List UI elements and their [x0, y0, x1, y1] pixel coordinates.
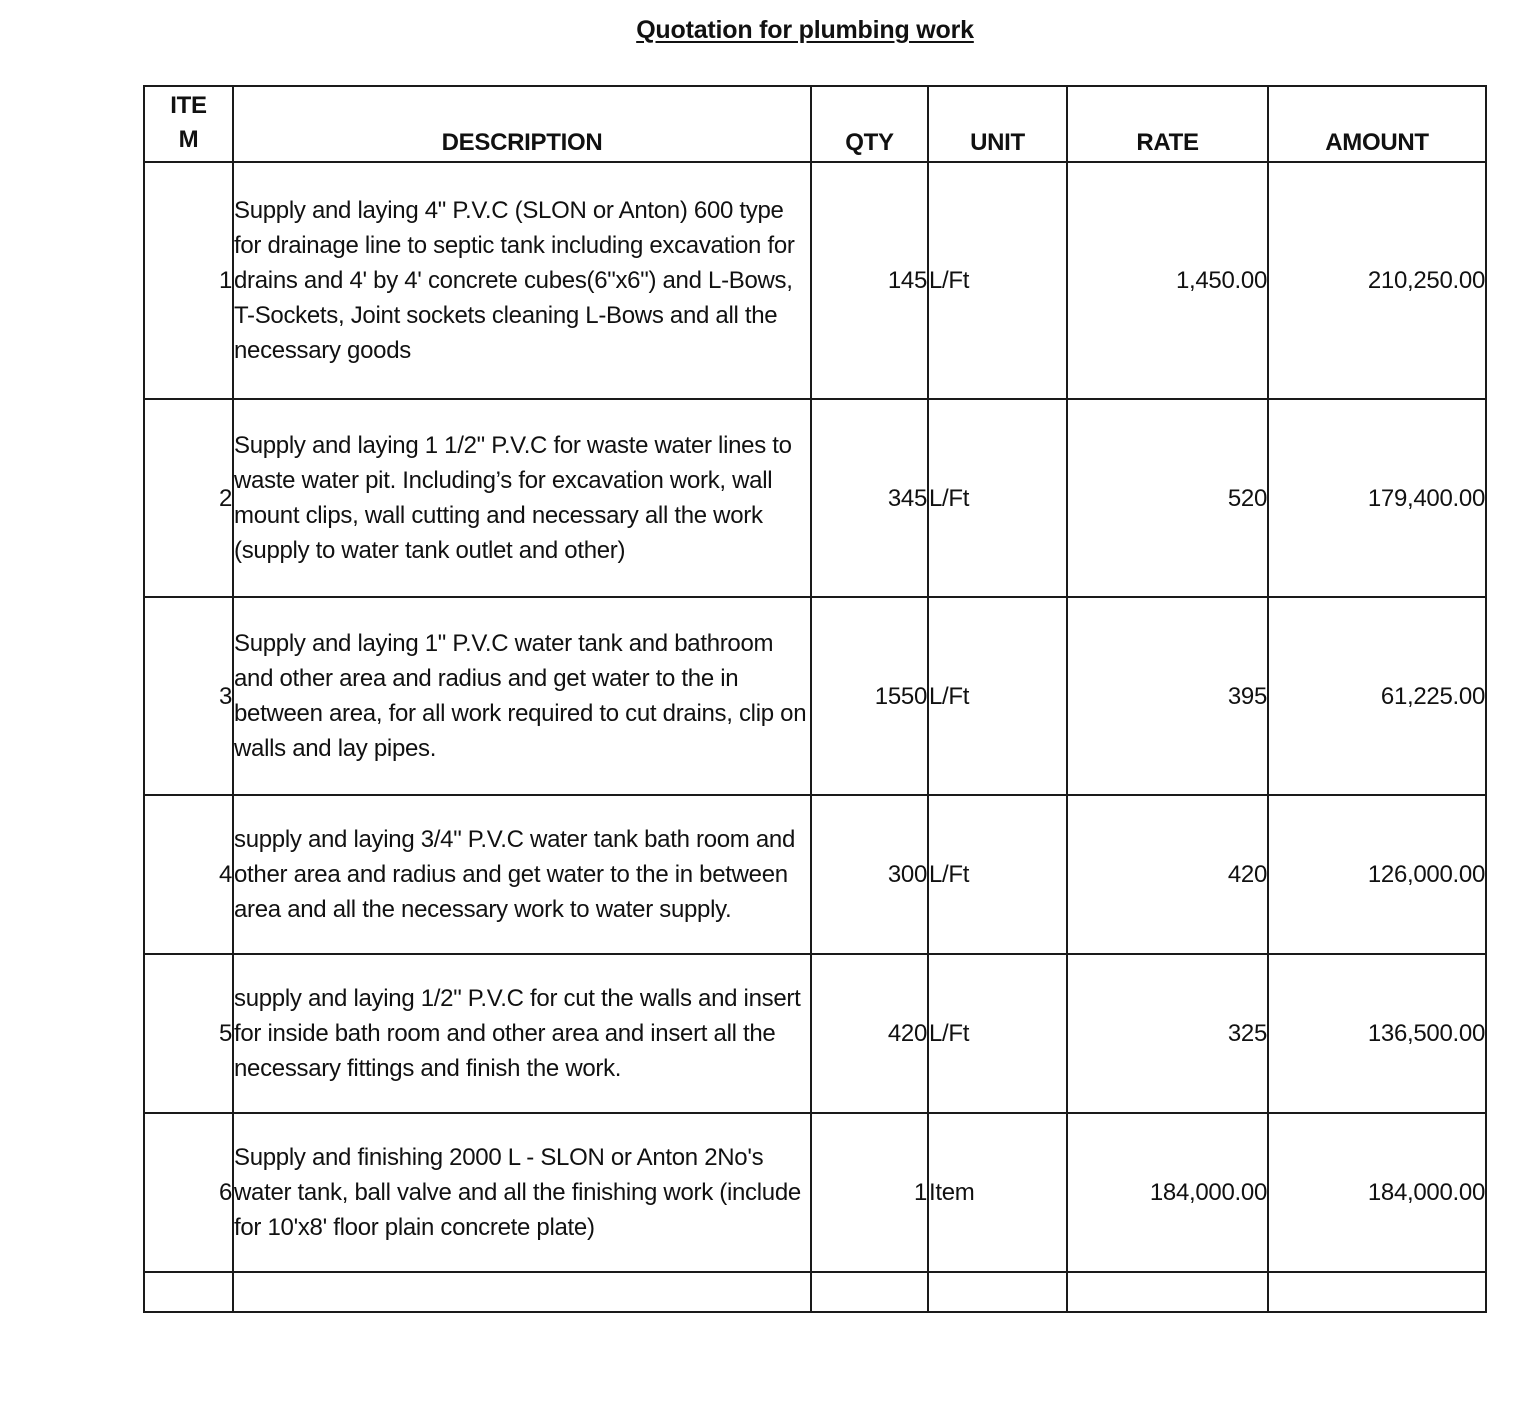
- item-description: Supply and laying 1 1/2" P.V.C for waste water lines to waste water pit. Including’s for excavation work, wall mount clips, wall cutting and necessary all the work (supply to water tank outlet and other): [233, 399, 811, 597]
- table-row: [144, 1113, 1486, 1272]
- item-amount: 179,400.00: [1268, 399, 1486, 597]
- item-description: supply and laying 3/4" P.V.C water tank bath room and other area and radius and get water to the in between area and all the necessary work to water supply.: [233, 795, 811, 954]
- blank-rate: [1067, 1272, 1268, 1312]
- header-rate: RATE: [1067, 86, 1268, 162]
- header-unit: UNIT: [928, 86, 1067, 162]
- table-row: [144, 795, 1486, 954]
- item-amount: 184,000.00: [1268, 1113, 1486, 1272]
- blank-amount: [1268, 1272, 1486, 1312]
- item-number: 6: [144, 1113, 233, 1272]
- item-rate: 395: [1067, 597, 1268, 795]
- blank-item: [144, 1272, 233, 1312]
- item-number: 1: [144, 162, 233, 399]
- table-row: [144, 597, 1486, 795]
- item-qty: 420: [811, 954, 928, 1113]
- item-unit: L/Ft: [928, 597, 1067, 795]
- table-row: [144, 399, 1486, 597]
- item-rate: 520: [1067, 399, 1268, 597]
- item-unit: L/Ft: [928, 399, 1067, 597]
- header-item-line2: M: [178, 126, 199, 153]
- item-qty: 345: [811, 399, 928, 597]
- header-amount: AMOUNT: [1268, 86, 1486, 162]
- item-qty: 145: [811, 162, 928, 399]
- item-rate: 420: [1067, 795, 1268, 954]
- item-unit: L/Ft: [928, 795, 1067, 954]
- table-header-row: [144, 86, 1486, 162]
- header-qty: QTY: [811, 86, 928, 162]
- item-amount: 210,250.00: [1268, 162, 1486, 399]
- item-amount: 61,225.00: [1268, 597, 1486, 795]
- table-row: [144, 162, 1486, 399]
- item-number: 5: [144, 954, 233, 1113]
- item-description: Supply and laying 1" P.V.C water tank and bathroom and other area and radius and get water to the in between area, for all work required to cut drains, clip on walls and lay pipes.: [233, 597, 811, 795]
- item-number: 2: [144, 399, 233, 597]
- header-item: [144, 86, 233, 162]
- item-amount: 126,000.00: [1268, 795, 1486, 954]
- item-unit: Item: [928, 1113, 1067, 1272]
- item-amount: 136,500.00: [1268, 954, 1486, 1113]
- item-number: 3: [144, 597, 233, 795]
- item-qty: 1: [811, 1113, 928, 1272]
- blank-unit: [928, 1272, 1067, 1312]
- blank-row: [144, 1272, 1486, 1312]
- header-item-line1: ITE: [170, 92, 207, 119]
- quotation-table: [143, 85, 1487, 1313]
- item-qty: 300: [811, 795, 928, 954]
- item-number: 4: [144, 795, 233, 954]
- item-unit: L/Ft: [928, 162, 1067, 399]
- item-qty: 1550: [811, 597, 928, 795]
- item-unit: L/Ft: [928, 954, 1067, 1113]
- blank-qty: [811, 1272, 928, 1312]
- table-row: [144, 954, 1486, 1113]
- header-description: DESCRIPTION: [233, 86, 811, 162]
- item-description: Supply and finishing 2000 L - SLON or Anton 2No's water tank, ball valve and all the finishing work (include for 10'x8' floor plain concrete plate): [233, 1113, 811, 1272]
- item-rate: 325: [1067, 954, 1268, 1113]
- item-description: Supply and laying 4" P.V.C (SLON or Anton) 600 type for drainage line to septic tank including excavation for drains and 4' by 4' concrete cubes(6"x6") and L-Bows, T-Sockets, Joint sockets cleaning L-Bows and all the necessary goods: [233, 162, 811, 399]
- page-title: Quotation for plumbing work: [636, 16, 974, 44]
- item-rate: 1,450.00: [1067, 162, 1268, 399]
- blank-description: [233, 1272, 811, 1312]
- item-description: supply and laying 1/2" P.V.C for cut the walls and insert for inside bath room and other area and insert all the necessary fittings and finish the work.: [233, 954, 811, 1113]
- item-rate: 184,000.00: [1067, 1113, 1268, 1272]
